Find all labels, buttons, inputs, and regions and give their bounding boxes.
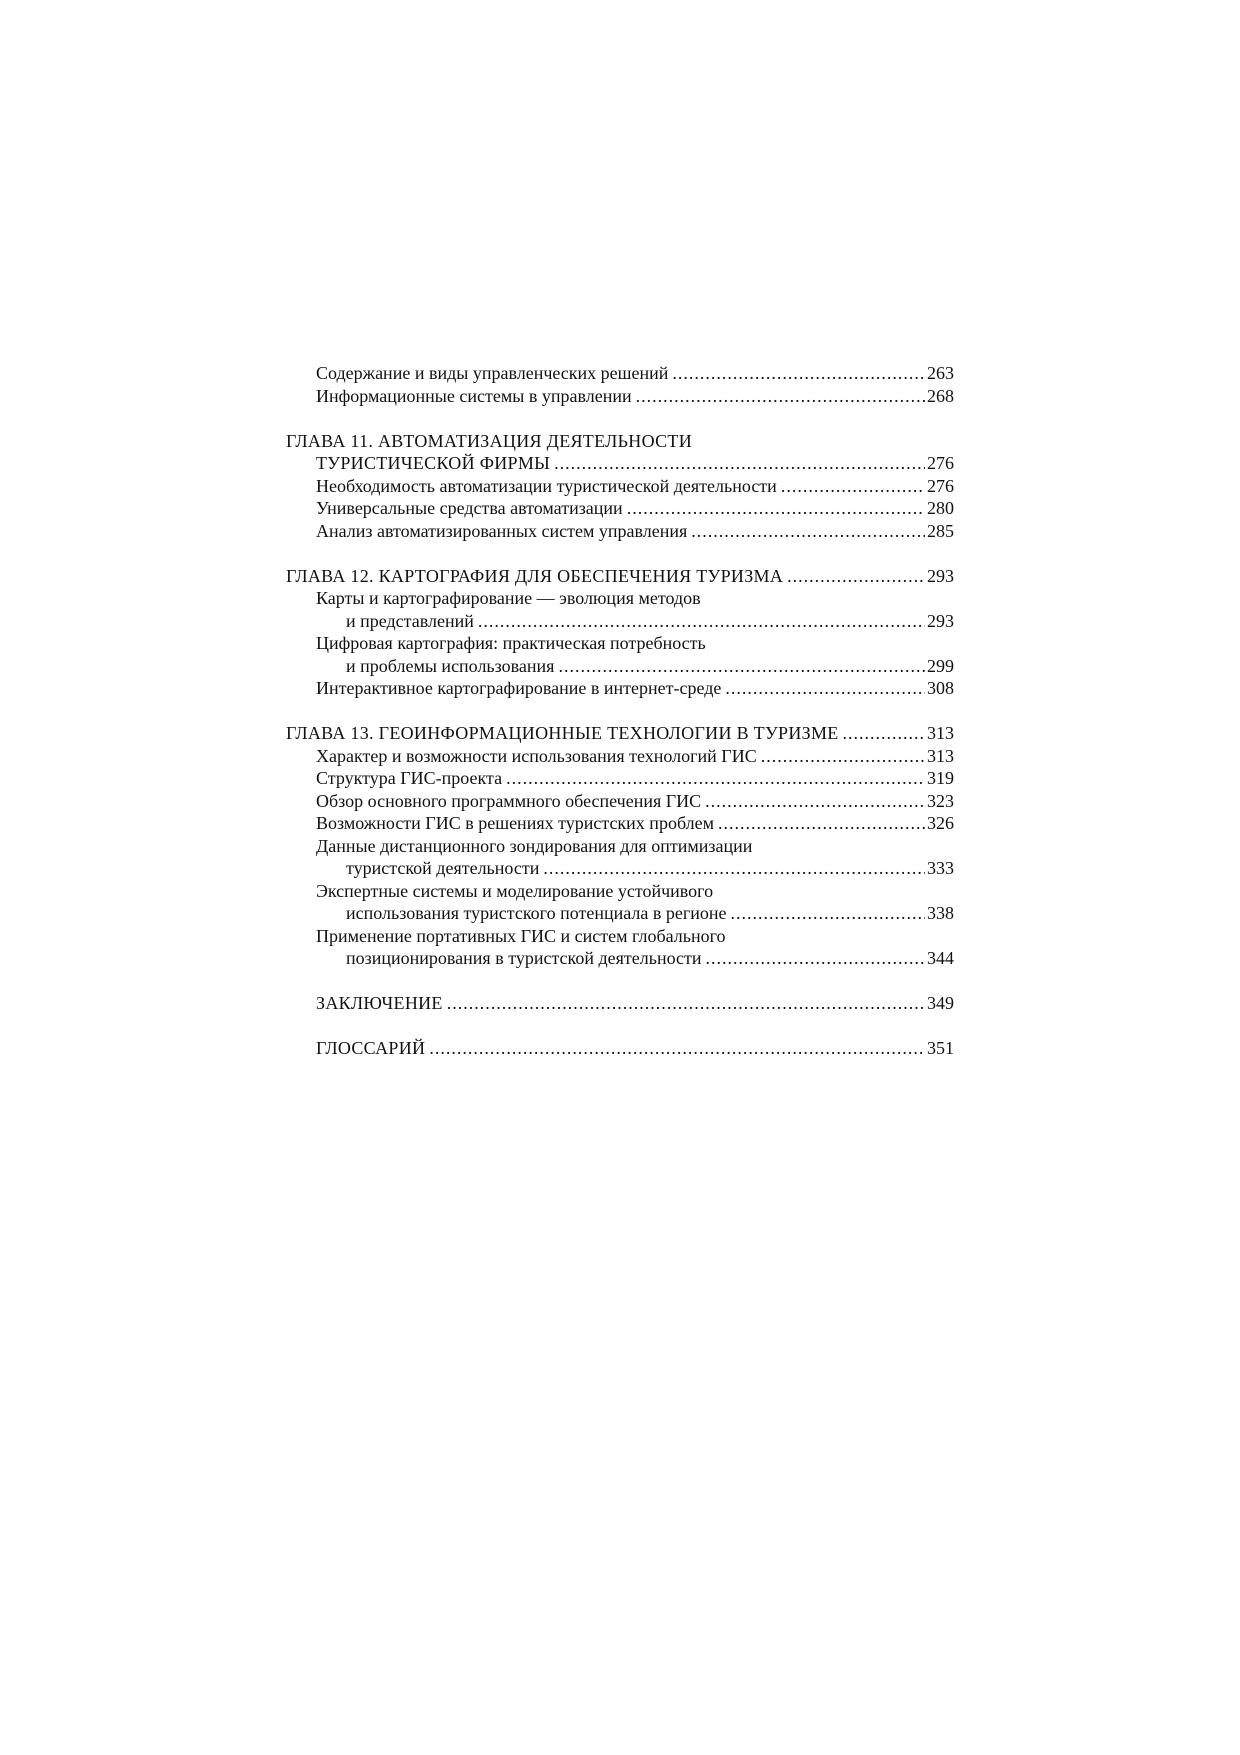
toc-entry-title: Возможности ГИС в решениях туристских проблем bbox=[316, 813, 715, 833]
dot-leader bbox=[731, 902, 926, 925]
toc-entry-title: Содержание и виды управленческих решений bbox=[316, 363, 669, 383]
toc-page-number: 351 bbox=[927, 1038, 954, 1058]
dot-leader bbox=[725, 677, 925, 700]
dot-leader bbox=[447, 992, 925, 1015]
toc-page-number: 293 bbox=[927, 565, 954, 586]
toc-entry-title: Универсальные средства автоматизации bbox=[316, 498, 623, 518]
toc-page-number: 333 bbox=[927, 858, 954, 878]
toc-entry-title: Информационные системы в управлении bbox=[316, 385, 632, 406]
toc-section-entry bbox=[286, 385, 954, 408]
dot-leader bbox=[761, 745, 925, 768]
toc-entry-title: использования туристского потенциала в регионе bbox=[346, 903, 727, 923]
toc-entry-title: туристской деятельности bbox=[346, 858, 540, 878]
toc-entry-title: ГЛАВА 12. КАРТОГРАФИЯ ДЛЯ ОБЕСПЕЧЕНИЯ ТУРИЗМА bbox=[286, 565, 784, 586]
dot-leader bbox=[543, 857, 925, 880]
toc-page-number: 276 bbox=[927, 475, 954, 496]
toc-entry-title: Данные дистанционного зондирования для оптимизации bbox=[316, 835, 753, 856]
toc-entry-title: Обзор основного программного обеспечения ГИС bbox=[316, 790, 702, 811]
dot-leader bbox=[843, 722, 925, 745]
toc-section-entry bbox=[286, 677, 954, 700]
toc-group-glossary bbox=[286, 1037, 954, 1060]
toc-page-number: 280 bbox=[927, 498, 954, 518]
toc-end-entry bbox=[286, 1037, 954, 1060]
dot-leader bbox=[554, 452, 925, 475]
dot-leader bbox=[478, 610, 925, 633]
toc-entry-title: и представлений bbox=[346, 610, 474, 631]
toc-section-entry bbox=[286, 587, 954, 632]
toc-section-entry bbox=[286, 745, 954, 768]
dot-leader bbox=[429, 1037, 925, 1060]
toc-entry-title: Характер и возможности использования технологий ГИС bbox=[316, 745, 757, 766]
toc-group-ch13 bbox=[286, 722, 954, 970]
dot-leader bbox=[636, 385, 925, 408]
toc-entry-title: ЗАКЛЮЧЕНИЕ bbox=[316, 993, 443, 1013]
toc-entry-title: Экспертные системы и моделирование устойчивого bbox=[316, 880, 714, 901]
toc-page-number: 293 bbox=[927, 610, 954, 631]
toc-page-number: 349 bbox=[927, 993, 954, 1013]
toc-entry-title: Структура ГИС-проекта bbox=[316, 768, 503, 788]
dot-leader bbox=[506, 767, 925, 790]
toc-page-number: 285 bbox=[927, 520, 954, 541]
toc-page-number: 344 bbox=[927, 948, 954, 968]
toc-section-entry bbox=[286, 835, 954, 880]
toc-entry-title: Применение портативных ГИС и систем глобального bbox=[316, 925, 726, 946]
toc-entry-title: Карты и картографирование — эволюция методов bbox=[316, 588, 701, 608]
toc-section-entry bbox=[286, 520, 954, 543]
toc-group-ch12 bbox=[286, 565, 954, 700]
toc-section-entry bbox=[286, 767, 954, 790]
toc-entry-title: ТУРИСТИЧЕСКОЙ ФИРМЫ bbox=[316, 453, 551, 473]
toc-page-number: 263 bbox=[927, 363, 954, 383]
toc-page-number: 326 bbox=[927, 813, 954, 833]
dot-leader bbox=[558, 655, 925, 678]
dot-leader bbox=[718, 812, 925, 835]
toc-chapter-entry bbox=[286, 722, 954, 745]
toc-entry-title: ГЛОССАРИЙ bbox=[316, 1038, 426, 1058]
toc-page-number: 268 bbox=[927, 385, 954, 406]
toc-group-prev bbox=[286, 362, 954, 407]
toc-section-entry bbox=[286, 925, 954, 970]
toc-entry-title: Необходимость автоматизации туристической деятельности bbox=[316, 475, 777, 496]
toc-end-entry bbox=[286, 992, 954, 1015]
toc-page-number: 313 bbox=[927, 745, 954, 766]
toc-group-conclusion bbox=[286, 992, 954, 1015]
toc-section-entry bbox=[286, 632, 954, 677]
toc-entry-title: Цифровая картография: практическая потребность bbox=[316, 633, 706, 653]
dot-leader bbox=[781, 475, 925, 498]
toc-section-entry bbox=[286, 812, 954, 835]
toc-page-number: 319 bbox=[927, 768, 954, 788]
toc-page-number: 299 bbox=[927, 655, 954, 676]
toc-entry-title: ГЛАВА 13. ГЕОИНФОРМАЦИОННЫЕ ТЕХНОЛОГИИ В ТУРИЗМЕ bbox=[286, 723, 839, 743]
table-of-contents bbox=[286, 362, 954, 1060]
toc-entry-title: и проблемы использования bbox=[346, 655, 555, 676]
dot-leader bbox=[705, 790, 925, 813]
toc-group-ch11 bbox=[286, 430, 954, 543]
toc-page-number: 276 bbox=[927, 453, 954, 473]
toc-section-entry bbox=[286, 497, 954, 520]
dot-leader bbox=[672, 362, 925, 385]
dot-leader bbox=[787, 565, 925, 588]
dot-leader bbox=[691, 520, 925, 543]
dot-leader bbox=[627, 497, 925, 520]
toc-section-entry bbox=[286, 880, 954, 925]
toc-page-number: 313 bbox=[927, 723, 954, 743]
toc-entry-title: Анализ автоматизированных систем управления bbox=[316, 520, 688, 541]
toc-page-number: 308 bbox=[927, 678, 954, 698]
toc-section-entry bbox=[286, 790, 954, 813]
toc-page-number: 323 bbox=[927, 790, 954, 811]
dot-leader bbox=[706, 947, 925, 970]
toc-section-entry bbox=[286, 362, 954, 385]
toc-chapter-entry bbox=[286, 565, 954, 588]
toc-entry-title: Интерактивное картографирование в интернет-среде bbox=[316, 678, 722, 698]
toc-entry-title: ГЛАВА 11. АВТОМАТИЗАЦИЯ ДЕЯТЕЛЬНОСТИ bbox=[286, 430, 693, 451]
toc-chapter-entry bbox=[286, 430, 954, 475]
toc-section-entry bbox=[286, 475, 954, 498]
toc-entry-title: позиционирования в туристской деятельности bbox=[346, 948, 702, 968]
toc-page-number: 338 bbox=[927, 903, 954, 923]
